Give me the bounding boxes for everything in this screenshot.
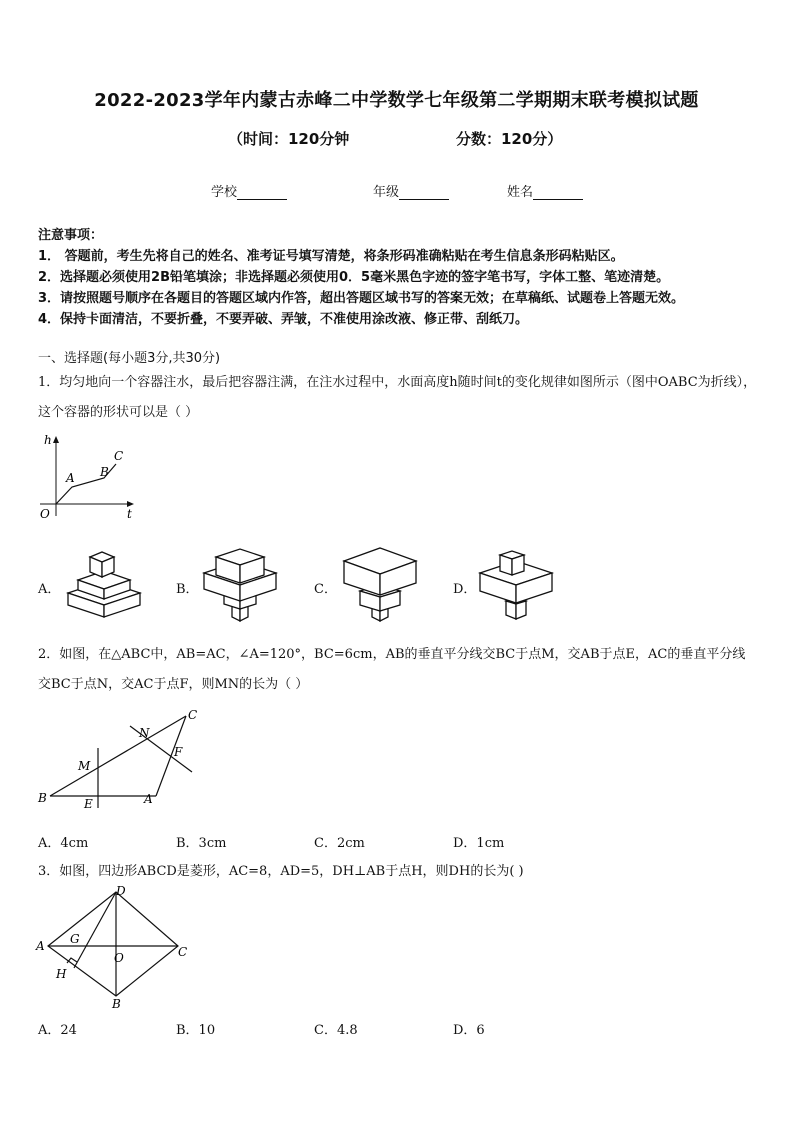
- label-a: A: [144, 792, 153, 806]
- name-field: [507, 181, 583, 200]
- h-axis-arrow: [53, 436, 59, 443]
- label-e: E: [84, 797, 93, 811]
- q2-option-c[interactable]: C．2cm: [314, 836, 365, 851]
- o-label: O: [40, 507, 50, 521]
- exam-time: （时间：120分钟: [228, 130, 350, 148]
- school-field: [211, 181, 287, 200]
- container-a-figure: [64, 547, 144, 619]
- notice-item: 2．选择题必须使用2B铅笔填涂；非选择题必须使用0．5毫米黑色字迹的签字笔书写，字体工整、笔迹清楚。: [38, 270, 670, 285]
- label-f: F: [174, 745, 183, 759]
- label-h: H: [56, 967, 67, 981]
- container-b-figure: [200, 543, 280, 625]
- label-o: O: [114, 951, 124, 965]
- q3-option-c[interactable]: C．4.8: [314, 1023, 358, 1038]
- q2-option-b[interactable]: B．3cm: [176, 836, 227, 851]
- label-d: D: [116, 884, 126, 898]
- q1-graph: [34, 432, 144, 524]
- question-3-text: 3．如图，四边形ABCD是菱形，AC=8，AD=5，DH⊥AB于点H，则DH的长为( ): [38, 864, 524, 879]
- label-g: G: [70, 932, 80, 946]
- school-label: 学校: [211, 185, 238, 200]
- h-label: h: [44, 433, 52, 447]
- label-b: B: [38, 791, 47, 805]
- container-d-figure: [476, 547, 556, 623]
- notice-item: 3．请按照题号顺序在各题目的答题区域内作答，超出答题区域书写的答案无效；在草稿纸、试题卷上答题无效。: [38, 291, 685, 306]
- grade-blank: [399, 185, 449, 200]
- label-c: C: [178, 945, 188, 959]
- question-2-text: 2．如图，在△ABC中，AB=AC，∠A=120°，BC=6cm，AB的垂直平分线交BC于点M，交AB于点E，AC的垂直平分线交BC于点N，交AC于点F，则MN的长为（ ）: [38, 647, 746, 692]
- container-c-figure: [340, 543, 420, 625]
- q3-rhombus-figure: [34, 884, 194, 1010]
- q1-option-c[interactable]: C．: [314, 582, 337, 597]
- q1-option-a[interactable]: A．: [38, 582, 61, 597]
- q3-option-b[interactable]: B．10: [176, 1023, 216, 1038]
- q1-option-b[interactable]: B．: [176, 582, 199, 597]
- grade-label: 年级: [373, 185, 400, 200]
- grade-field: [373, 181, 449, 200]
- school-blank: [237, 185, 287, 200]
- label-a: A: [36, 939, 45, 953]
- t-label: t: [127, 507, 132, 521]
- q1-option-d[interactable]: D．: [453, 582, 477, 597]
- q3-option-a[interactable]: A．24: [38, 1023, 77, 1038]
- q2-triangle-figure: [34, 702, 214, 812]
- notice-item: 1． 答题前，考生先将自己的姓名、准考证号填写清楚，将条形码准确粘贴在考生信息条形码粘贴区。: [38, 249, 624, 264]
- name-blank: [533, 185, 583, 200]
- exam-score: 分数：120分）: [456, 130, 563, 148]
- a-label: A: [66, 471, 75, 485]
- label-m: M: [78, 759, 91, 773]
- page-title: 2022-2023学年内蒙古赤峰二中学数学七年级第二学期期末联考模拟试题: [94, 90, 699, 111]
- q2-option-a[interactable]: A．4cm: [38, 836, 89, 851]
- q2-option-d[interactable]: D．1cm: [453, 836, 505, 851]
- question-1-text: 1．均匀地向一个容器注水，最后把容器注满，在注水过程中，水面高度h随时间t的变化规律如图所示（图中OABC为折线），这个容器的形状可以是（ ）: [38, 375, 757, 420]
- label-c: C: [188, 708, 198, 722]
- b-label: B: [100, 465, 109, 479]
- notice-item: 4．保持卡面清洁，不要折叠，不要弄破、弄皱，不准使用涂改液、修正带、刮纸刀。: [38, 312, 529, 327]
- label-b: B: [112, 997, 121, 1010]
- name-label: 姓名: [507, 185, 534, 200]
- section-title: 一、选择题(每小题3分,共30分): [38, 351, 221, 366]
- notice-heading: 注意事项：: [38, 228, 104, 243]
- c-label: C: [114, 449, 124, 463]
- label-n: N: [139, 726, 150, 740]
- q3-option-d[interactable]: D．6: [453, 1023, 485, 1038]
